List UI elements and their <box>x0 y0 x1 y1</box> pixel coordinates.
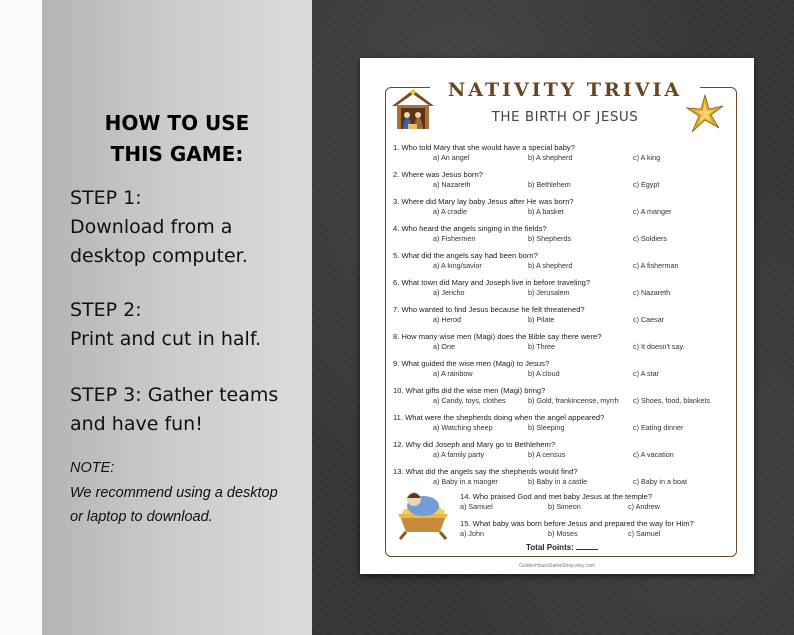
total-points-line <box>576 542 598 550</box>
answer-options <box>460 529 790 539</box>
question-item <box>393 278 723 298</box>
star-icon <box>686 94 724 134</box>
answer-option-b: b) A census <box>528 450 566 459</box>
answer-option-a: a) Herod <box>433 315 461 324</box>
answer-option-a: a) A family party <box>433 450 485 459</box>
question-text: 9. What guided the wise men (Magi) to Jesus? <box>393 359 550 368</box>
question-item <box>393 170 723 190</box>
answer-option-a: a) Jericho <box>433 288 465 297</box>
answer-option-c: c) Soldiers <box>633 234 667 243</box>
answer-option-a: a) Fishermen <box>433 234 476 243</box>
answer-options <box>393 342 723 352</box>
nativity-stable-icon <box>390 88 436 130</box>
question-text: 10. What gifts did the wise men (Magi) bring? <box>393 386 546 395</box>
answer-options <box>393 477 723 487</box>
total-points <box>526 542 598 552</box>
answer-option-c: c) Eating dinner <box>633 423 684 432</box>
answer-option-b: b) Baby in a castle <box>528 477 588 486</box>
answer-option-a: a) Baby in a manger <box>433 477 498 486</box>
answer-option-c: c) Samuel <box>628 529 661 538</box>
question-text: 11. What were the shepherds doing when the angel appeared? <box>393 413 605 422</box>
question-text: 13. What did the angels say the shepherds would find? <box>393 467 578 476</box>
step-2 <box>70 296 310 354</box>
total-points-label: Total Points: <box>526 543 574 552</box>
question-item <box>393 413 723 433</box>
answer-option-c: c) Egypt <box>633 180 660 189</box>
question-item <box>393 197 723 217</box>
question-item <box>393 143 723 163</box>
answer-option-b: b) Three <box>528 342 556 351</box>
answer-option-b: b) A basket <box>528 207 564 216</box>
answer-option-a: a) Watching sheep <box>433 423 493 432</box>
answer-options <box>393 369 723 379</box>
heading-line-2: THIS GAME: <box>110 142 244 166</box>
trivia-worksheet <box>360 58 754 574</box>
answer-option-c: c) A star <box>633 369 659 378</box>
answer-options <box>393 288 723 298</box>
question-item <box>393 251 723 271</box>
answer-option-c: c) A king <box>633 153 661 162</box>
step-1-line-1: Download from a <box>70 216 233 238</box>
question-text: 1. Who told Mary that she would have a special baby? <box>393 143 575 152</box>
answer-options <box>393 207 723 217</box>
answer-option-a: a) Nazareth <box>433 180 471 189</box>
answer-option-a: a) Candy, toys, clothes <box>433 396 506 405</box>
answer-options <box>393 315 723 325</box>
answer-option-c: c) A manger <box>633 207 672 216</box>
answer-option-b: b) Pilate <box>528 315 555 324</box>
answer-option-c: c) Nazareth <box>633 288 671 297</box>
answer-option-b: b) Bethlehem <box>528 180 571 189</box>
note-title: NOTE: <box>70 460 115 476</box>
answer-options <box>393 180 723 190</box>
note-line-1: We recommend using a desktop <box>70 484 278 501</box>
step-2-title: STEP 2: <box>70 299 142 321</box>
question-text: 12. Why did Joseph and Mary go to Bethlehem? <box>393 440 556 449</box>
question-item <box>393 224 723 244</box>
answer-option-b: b) Sleeping <box>528 423 565 432</box>
answer-option-b: b) Gold, frankincense, myrrh <box>528 396 619 405</box>
question-text: 6. What town did Mary and Joseph live in before traveling? <box>393 278 591 287</box>
answer-option-b: b) Shepherds <box>528 234 572 243</box>
step-3-line-2: and have fun! <box>70 413 203 435</box>
answer-option-c: c) A fisherman <box>633 261 679 270</box>
question-text: 5. What did the angels say had been born? <box>393 251 538 260</box>
worksheet-title: NATIVITY TRIVIA <box>430 76 700 104</box>
baby-in-manger-icon <box>394 486 452 540</box>
step-3 <box>70 381 310 439</box>
answer-option-b: b) A shepherd <box>528 153 573 162</box>
question-text: 2. Where was Jesus born? <box>393 170 483 179</box>
answer-option-c: c) Andrew <box>628 502 660 511</box>
question-text: 7. Who wanted to find Jesus because he felt threatened? <box>393 305 585 314</box>
question-text: 15. What baby was born before Jesus and prepared the way for Him? <box>460 519 694 528</box>
step-1-title: STEP 1: <box>70 187 142 209</box>
question-text: 4. Who heard the angels singing in the fields? <box>393 224 547 233</box>
answer-option-a: a) One <box>433 342 455 351</box>
worksheet-subtitle: THE BIRTH OF JESUS <box>491 109 639 125</box>
question-item <box>393 386 723 406</box>
answer-option-b: b) A shepherd <box>528 261 573 270</box>
answer-option-c: c) It doesn't say. <box>633 342 685 351</box>
question-item <box>393 359 723 379</box>
answer-options <box>393 450 723 460</box>
step-1 <box>70 184 310 271</box>
step-3-line-1: STEP 3: Gather teams <box>70 384 279 406</box>
question-item <box>393 467 723 487</box>
answer-option-a: a) Samuel <box>460 502 493 511</box>
answer-options <box>460 502 790 512</box>
answer-options <box>393 234 723 244</box>
question-text: 3. Where did Mary lay baby Jesus after He was born? <box>393 197 574 206</box>
answer-option-a: a) A cradle <box>433 207 467 216</box>
step-1-line-2: desktop computer. <box>70 245 248 267</box>
question-item <box>460 519 790 539</box>
answer-option-c: c) Baby in a boat <box>633 477 687 486</box>
answer-option-a: a) A rainbow <box>433 369 473 378</box>
question-item <box>460 492 790 512</box>
answer-options <box>393 261 723 271</box>
answer-option-b: b) Moses <box>548 529 578 538</box>
step-2-line-1: Print and cut in half. <box>70 328 262 350</box>
question-item <box>393 332 723 352</box>
answer-option-c: c) Shoes, food, blankets <box>633 396 711 405</box>
answer-option-a: a) John <box>460 529 484 538</box>
question-text: 14. Who praised God and met baby Jesus at the temple? <box>460 492 653 501</box>
answer-option-b: b) Simeon <box>548 502 581 511</box>
question-item <box>393 305 723 325</box>
instructions-heading <box>42 108 312 170</box>
left-margin <box>0 0 42 635</box>
answer-option-c: c) Caesar <box>633 315 665 324</box>
answer-options <box>393 153 723 163</box>
answer-options <box>393 396 723 406</box>
answer-option-a: a) A king/savior <box>433 261 482 270</box>
question-text: 8. How many wise men (Magi) does the Bible say there were? <box>393 332 602 341</box>
answer-option-a: a) An angel <box>433 153 470 162</box>
note <box>70 456 310 530</box>
question-item <box>393 440 723 460</box>
answer-option-c: c) A vacation <box>633 450 674 459</box>
heading-line-1: HOW TO USE <box>104 111 250 135</box>
answer-option-b: b) A cloud <box>528 369 560 378</box>
instructions-panel <box>42 0 312 635</box>
answer-options <box>393 423 723 433</box>
shop-footer: GoldenHoursGameShop.etsy.com <box>519 563 595 569</box>
note-line-2: or laptop to download. <box>70 509 213 525</box>
answer-option-b: b) Jerusalem <box>528 288 570 297</box>
